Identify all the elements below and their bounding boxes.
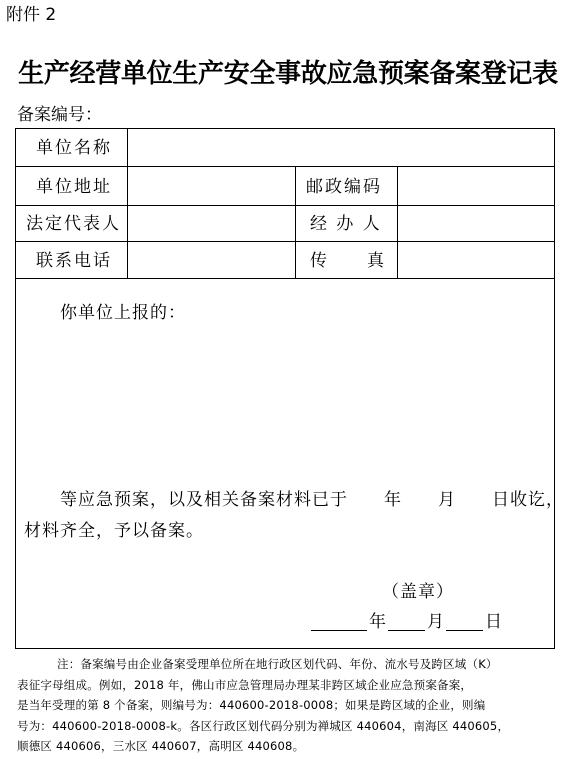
materials-complete-line: 材料齐全，予以备案。 bbox=[24, 521, 204, 541]
postal-code-label: 邮政编码 bbox=[306, 177, 382, 197]
row-divider bbox=[16, 278, 554, 279]
handler-label: 经 办 人 bbox=[310, 214, 382, 234]
unit-name-label: 单位名称 bbox=[36, 138, 112, 158]
column-divider bbox=[127, 129, 128, 278]
contact-phone-label: 联系电话 bbox=[36, 251, 112, 271]
year-label: 年 bbox=[369, 612, 387, 632]
column-divider bbox=[295, 166, 296, 278]
month-label: 月 bbox=[427, 612, 445, 632]
report-line: 你单位上报的： bbox=[60, 303, 186, 323]
row-divider bbox=[16, 166, 554, 167]
page-title: 生产经营单位生产安全事故应急预案备案登记表 bbox=[18, 59, 558, 89]
row-divider bbox=[16, 241, 554, 242]
footnote-line: 是当年受理的第 8 个备案，则编号为：440600-2018-0008；如果是跨区域的企业，则编 bbox=[17, 698, 486, 712]
day-blank bbox=[446, 630, 483, 631]
record-number-label: 备案编号： bbox=[17, 105, 102, 125]
unit-address-label: 单位地址 bbox=[36, 177, 112, 197]
fax-label: 传 真 bbox=[310, 251, 386, 271]
footnote bbox=[17, 654, 559, 757]
month-blank bbox=[388, 630, 425, 631]
seal-label: （盖章） bbox=[382, 582, 454, 602]
footnote-line: 表征字母组成。例如，2018 年，佛山市应急管理局办理某非跨区域企业应急预案备案， bbox=[17, 677, 473, 692]
received-line: 等应急预案，以及相关备案材料已于 年 月 日收讫， bbox=[60, 490, 564, 510]
row-divider bbox=[16, 205, 554, 206]
footnote-line: 顺德区 440606，三水区 440607，高明区 440608。 bbox=[17, 739, 305, 753]
registration-form bbox=[15, 128, 564, 649]
year-blank bbox=[311, 630, 367, 631]
footnote-line: 注：备案编号由企业备案受理单位所在地行政区划代码、年份、流水号及跨区域（K） bbox=[57, 657, 498, 671]
legal-representative-label: 法定代表人 bbox=[26, 214, 121, 234]
footnote-line: 号为：440600-2018-0008-k。各区行政区划代码分别为禅城区 440604，南海区 440605， bbox=[17, 718, 510, 733]
day-label: 日 bbox=[485, 612, 503, 632]
column-divider bbox=[397, 166, 398, 278]
attachment-label: 附件 2 bbox=[6, 5, 57, 25]
